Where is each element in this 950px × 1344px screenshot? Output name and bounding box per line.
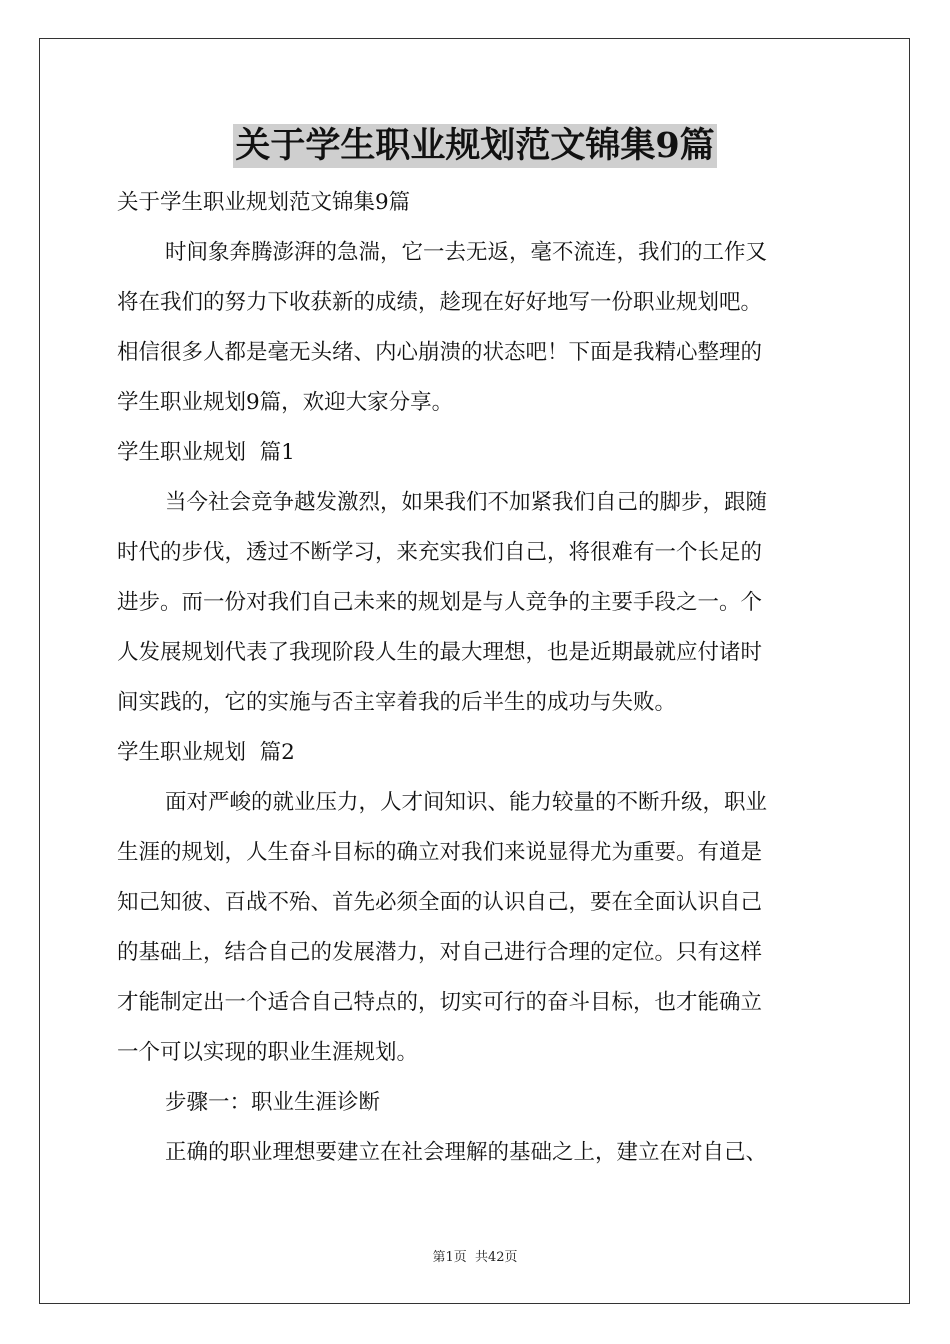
text-line: 时代的步伐，透过不断学习，来充实我们自己，将很难有一个长足的 [117,540,763,565]
section1-paragraph [117,478,833,728]
text-line: 知己知彼、百战不殆、首先必须全面的认识自己，要在全面认识自己 [117,890,763,915]
section-heading: 学生职业规划 篇1 [117,440,295,465]
text-line: 人发展规划代表了我现阶段人生的最大理想，也是近期最就应付诸时 [117,640,763,665]
text-line: 相信很多人都是毫无头绪、内心崩溃的状态吧！下面是我精心整理的 [117,340,763,365]
page-total: 共42页 [474,1250,518,1265]
text-line: 生涯的规划，人生奋斗目标的确立对我们来说显得尤为重要。有道是 [117,840,763,865]
section2-paragraph [117,778,833,1078]
document-title: 关于学生职业规划范文锦集9篇 [235,125,715,166]
text-line: 进步。而一份对我们自己未来的规划是与人竞争的主要手段之一。个 [117,590,763,615]
page-footer [0,1246,950,1265]
text-line: 一个可以实现的职业生涯规划。 [117,1040,419,1065]
page-number: 第1页 [432,1250,467,1265]
text-line: 才能制定出一个适合自己特点的，切实可行的奋斗目标，也才能确立 [117,990,763,1015]
intro-paragraph [117,228,833,428]
text-line: 面对严峻的就业压力，人才间知识、能力较量的不断升级，职业 [165,790,768,815]
step-heading: 步骤一：职业生涯诊断 [165,1090,381,1115]
text-line: 间实践的，它的实施与否主宰着我的后半生的成功与失败。 [117,690,677,715]
text-line: 正确的职业理想要建立在社会理解的基础之上，建立在对自己、 [165,1140,768,1165]
subtitle: 关于学生职业规划范文锦集9篇 [117,190,411,215]
section-heading: 学生职业规划 篇2 [117,740,295,765]
text-line: 学生职业规划9篇，欢迎大家分享。 [117,390,454,415]
text-line: 当今社会竞争越发激烈，如果我们不加紧我们自己的脚步，跟随 [165,490,768,515]
title-wrap [0,124,950,168]
document-body [117,178,833,1178]
text-line: 的基础上，结合自己的发展潜力，对自己进行合理的定位。只有这样 [117,940,763,965]
text-line: 时间象奔腾澎湃的急湍，它一去无返，毫不流连，我们的工作又 [165,240,768,265]
text-line: 将在我们的努力下收获新的成绩，趁现在好好地写一份职业规划吧。 [117,290,763,315]
